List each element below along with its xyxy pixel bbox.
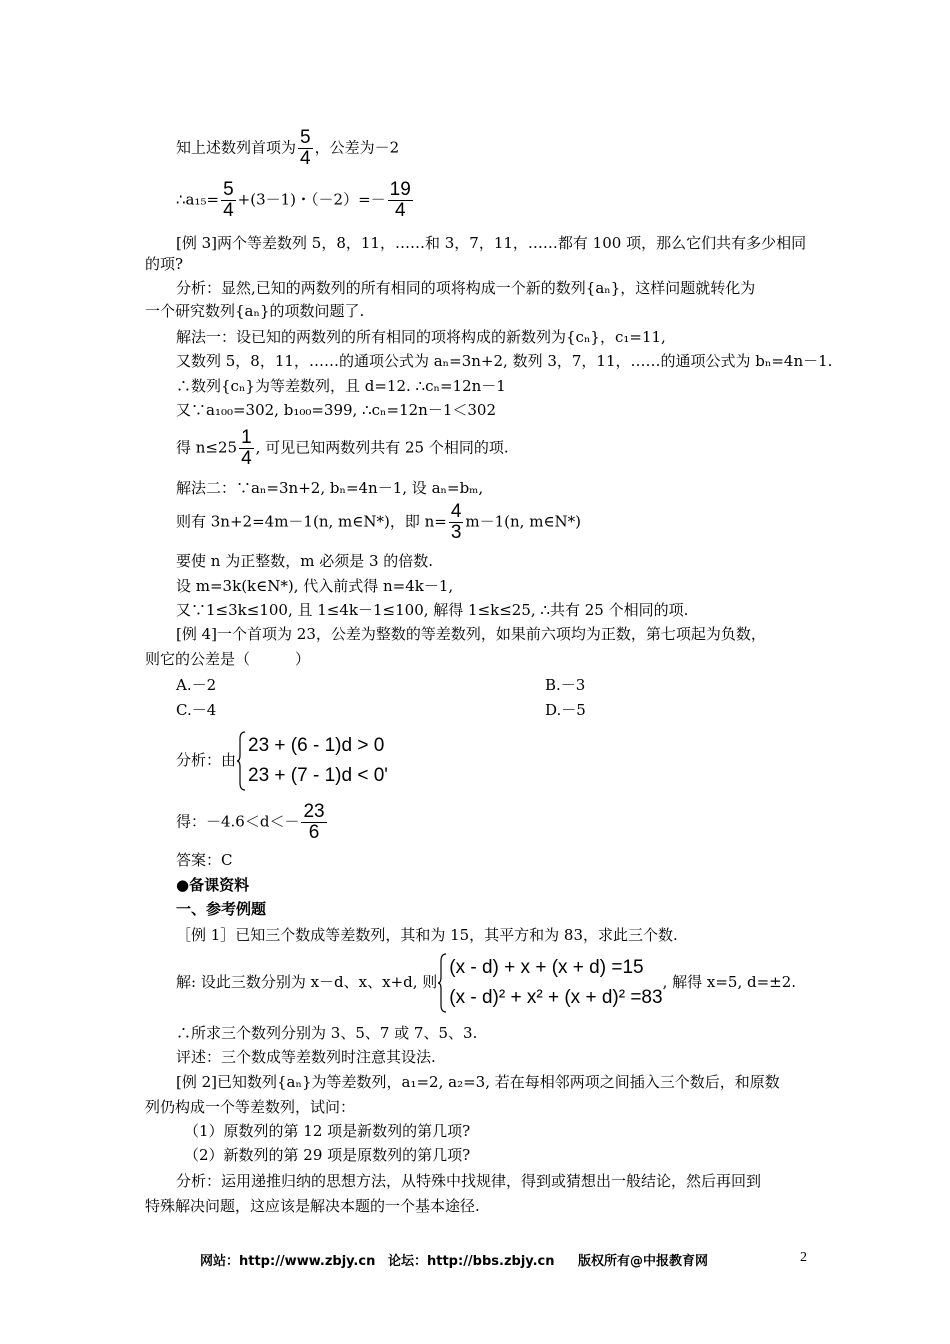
solution2-line3: 要使 n 为正整数，m 必须是 3 的倍数. (176, 552, 434, 570)
line-a15 (176, 180, 841, 221)
fraction-numerator: 1 (241, 427, 252, 448)
solution2-line1: 解法二：∵aₙ=3n+2, bₙ=4n－1, 设 aₙ=bₘ, (176, 479, 484, 497)
solution1-line5 (176, 428, 841, 469)
equation-row: (x - d)² + x² + (x + d)² =83 (449, 987, 663, 1008)
option-b: B.－3 (545, 676, 586, 694)
example3-line2: 的项? (145, 255, 184, 273)
ref-example2-line1: [例 2]已知数列{aₙ}为等差数列，a₁=2, a₂=3, 若在每相邻两项之间插入三个数后，和原数 (176, 1073, 780, 1091)
option-c: C.－4 (176, 701, 217, 719)
text: 解: 设此三数分别为 x－d、x、x+d, 则 (176, 973, 438, 991)
solution1-line4: 又∵a₁₀₀=302, b₁₀₀=399, ∴cₙ=12n－1＜302 (176, 401, 497, 419)
text: 则有 3n+2=4m－1(n, m∈N*)，即 n= (176, 512, 447, 531)
analysis4-line (176, 730, 841, 792)
text: 分析：由 (176, 751, 237, 769)
text: +(3－1)・（－2）=－ (237, 190, 386, 209)
solution1-line2: 又数列 5，8，11，……的通项公式为 aₙ=3n+2, 数列 3，7，11，……的通项公式为 bₙ=4n－1. (176, 352, 833, 370)
example4-line2: 则它的公差是（ ） (145, 650, 311, 668)
fraction (388, 180, 413, 221)
footer-forum: 论坛：http://bbs.zbjy.cn (388, 1254, 555, 1269)
left-brace-icon (236, 731, 246, 791)
text: ，公差为－2 (314, 138, 400, 157)
section-title: ●备课资料 (176, 876, 250, 894)
analysis-line1: 分析：显然,已知的两数列的所有相同的项将构成一个新的数列{aₙ}，这样问题就转化为 (176, 279, 756, 297)
fraction-numerator: 5 (223, 179, 234, 200)
fraction-denominator: 6 (301, 822, 326, 843)
text: 得 n≤25 (176, 438, 238, 457)
section-subtitle: 一、参考例题 (176, 900, 267, 918)
text: ∴a₁₅= (176, 190, 220, 209)
ref-example1-line3: ∴所求三个数列分别为 3、5、7 或 7、5、3. (176, 1024, 478, 1042)
fraction (301, 802, 326, 843)
inequality-system (236, 731, 388, 791)
solution2-line4: 设 m=3k(k∈N*), 代入前式得 n=4k－1, (176, 577, 454, 595)
fraction-numerator: 23 (303, 801, 325, 822)
ref-example1-solution (176, 952, 841, 1014)
fraction-denominator: 4 (300, 148, 311, 169)
fraction-numerator: 19 (389, 179, 411, 200)
ref-example2-analysis2: 特殊解决问题，这应该是解决本题的一个基本途径. (145, 1197, 480, 1215)
fraction (449, 502, 464, 543)
line-first-term (176, 128, 841, 169)
fraction-numerator: 5 (300, 127, 311, 148)
inequality-row: 23 + (6 - 1)d > 0 (248, 735, 385, 756)
solution2-line2 (176, 502, 841, 543)
fraction-denominator: 4 (223, 200, 234, 221)
solution2-line5: 又∵1≤3k≤100, 且 1≤4k－1≤100, 解得 1≤k≤25, ∴共有 25 个相同的项. (176, 601, 689, 619)
solution1-line3: ∴数列{cₙ}为等差数列，且 d=12. ∴cₙ=12n－1 (176, 377, 506, 395)
ref-example2-question2: （2）新数列的第 29 项是原数列的第几项? (184, 1146, 471, 1164)
ref-example2-analysis1: 分析：运用递推归纳的思想方法，从特殊中找规律，得到或猜想出一般结论，然后再回到 (176, 1172, 762, 1190)
text: m－1(n, m∈N*) (465, 512, 582, 531)
example4-line1: [例 4]一个首项为 23，公差为整数的等差数列，如果前六项均为正数，第七项起为负数， (176, 625, 766, 643)
analysis-line2: 一个研究数列{aₙ}的项数问题了. (145, 302, 365, 320)
option-a: A.－2 (176, 676, 217, 694)
solution1-line1: 解法一：设已知的两数列的所有相同的项将构成的新数列为{cₙ}，c₁=11, (176, 328, 666, 346)
fraction-denominator: 4 (388, 200, 413, 221)
text: 知上述数列首项为 (176, 138, 297, 157)
left-brace-icon (437, 953, 447, 1013)
answer-line: 答案：C (176, 851, 233, 869)
fraction-denominator: 3 (450, 522, 462, 543)
inequality-row: 23 + (7 - 1)d < 0' (248, 765, 388, 786)
ref-example2-line2: 列仍构成一个等差数列，试问： (145, 1098, 356, 1116)
text: 得：－4.6＜d＜－ (176, 812, 300, 831)
example3-line1: [例 3]两个等差数列 5，8，11，……和 3，7，11，……都有 100 项，那么它们共有多少相同 (176, 234, 807, 252)
equation-system (437, 953, 662, 1013)
text: , 可见已知两数列共有 25 个相同的项. (255, 438, 509, 457)
fraction-numerator: 4 (450, 501, 462, 522)
footer-copyright: 版权所有@中报教育网 (578, 1254, 709, 1269)
fraction (239, 428, 254, 469)
ref-example1-line4: 评述：三个数成等差数列时注意其设法. (176, 1048, 436, 1066)
equation-row: (x - d) + x + (x + d) =15 (449, 957, 644, 978)
ref-example2-question1: （1）原数列的第 12 项是新数列的第几项? (184, 1122, 471, 1140)
fraction (221, 180, 236, 221)
page-number: 2 (800, 1250, 807, 1265)
footer-site: 网站：http://www.zbjy.cn (200, 1254, 376, 1269)
text: , 解得 x=5, d=±2. (662, 973, 797, 991)
option-d: D.－5 (545, 701, 586, 719)
ref-example1-line1: ［例 1］已知三个数成等差数列，其和为 15，其平方和为 83，求此三个数. (176, 926, 678, 944)
fraction-denominator: 4 (241, 448, 252, 469)
result-line (176, 802, 841, 843)
fraction (298, 128, 313, 169)
